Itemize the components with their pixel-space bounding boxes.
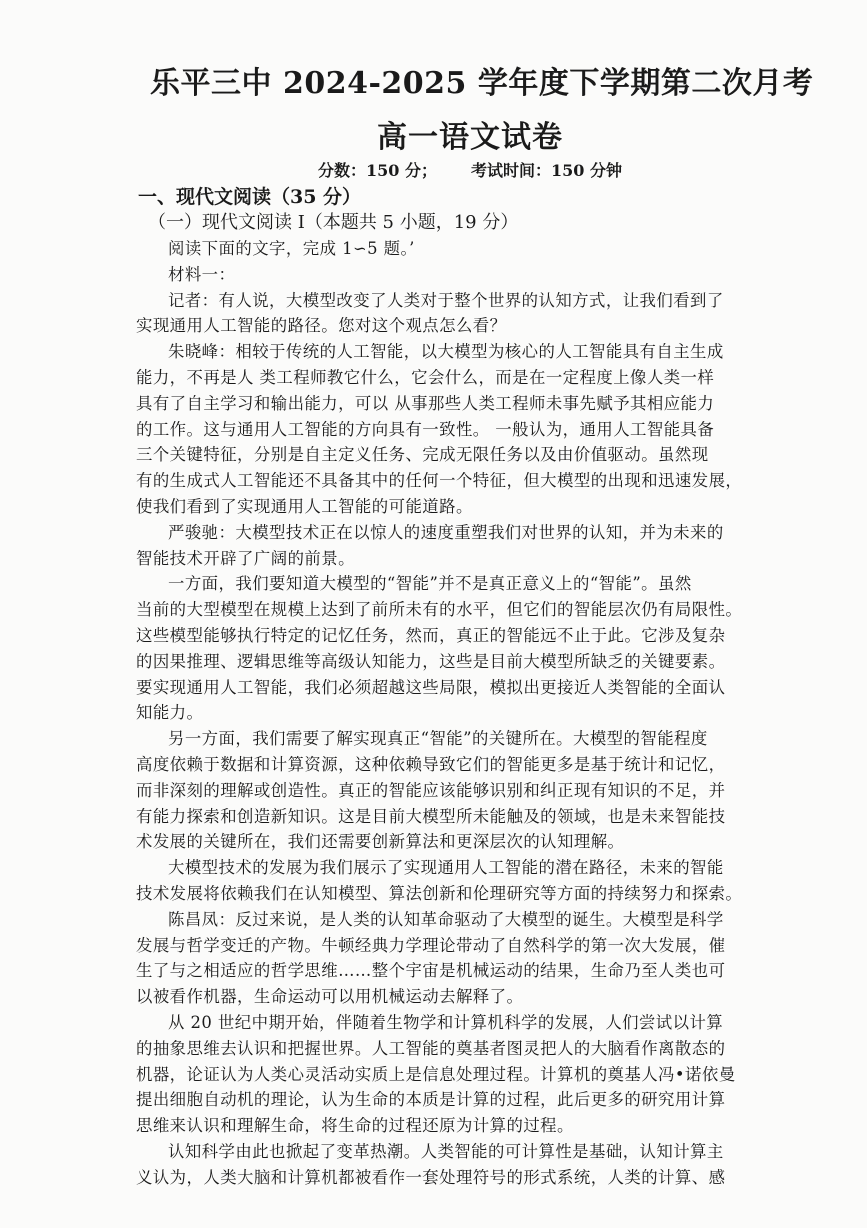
passage-line: 有的生成式人工智能还不具备其中的任何一个特征，但大模型的出现和迅速发展， — [136, 471, 743, 491]
passage-line: 记者：有人说，大模型改变了人类对于整个世界的认知方式，让我们看到了 — [168, 290, 724, 310]
passage-line: 能力，不再是人 类工程师教它什么，它会什么，而是在一定程度上像人类一样 — [136, 367, 715, 387]
passage-line: 生了与之相适应的哲学思维……整个宇宙是机械运动的结果，生命乃至人类也可 — [136, 961, 726, 981]
exam-score: 分数：150 分； — [318, 161, 437, 180]
passage-line: 阅读下面的文字，完成 1∽5 题。’ — [168, 239, 415, 258]
passage-line: 高度依赖于数据和计算资源，这种依赖导致它们的智能更多是基于统计和记忆， — [136, 754, 726, 774]
passage-line: 另一方面，我们需要了解实现真正“智能”的关键所在。大模型的智能程度 — [168, 729, 708, 749]
passage-line: 技术发展将依赖我们在认知模型、算法创新和伦理研究等方面的持续努力和探索。 — [136, 883, 743, 903]
passage-line: 的工作。这与通用人工智能的方向具有一致性。 一般认为，通用人工智能具备 — [136, 419, 715, 439]
passage-line: 陈昌凤：反过来说，是人类的认知革命驱动了大模型的诞生。大模型是科学 — [168, 909, 724, 929]
passage-line: 的抽象思维去认识和把握世界。人工智能的奠基者图灵把人的大脑看作离散态的 — [136, 1038, 726, 1058]
passage-line: 三个关键特征，分别是自主定义任务、完成无限任务以及由价值驱动。虽然现 — [136, 445, 709, 465]
section-heading: 一、现代文阅读（35 分） — [138, 186, 362, 208]
exam-subtitle: 高一语文试卷 — [377, 120, 563, 155]
passage-line: 具有了自主学习和输出能力，可以 从事那些人类工程师未事先赋予其相应能力 — [136, 393, 715, 413]
passage-line: 知能力。 — [136, 703, 204, 723]
passage-line: 发展与哲学变迁的产物。牛顿经典力学理论带动了自然科学的第一次大发展，催 — [136, 935, 726, 955]
passage-line: 机器，论证认为人类心灵活动实质上是信息处理过程。计算机的奠基人冯•诺依曼 — [136, 1064, 736, 1084]
exam-meta — [318, 158, 622, 181]
passage-line: 要实现通用人工智能，我们必须超越这些局限，模拟出更接近人类智能的全面认 — [136, 677, 726, 697]
passage-line: 使我们看到了实现通用人工智能的可能道路。 — [136, 496, 473, 516]
passage-line: 提出细胞自动机的理论，认为生命的本质是计算的过程，此后更多的研究用计算 — [136, 1090, 726, 1110]
passage-line: 朱晓峰：相较于传统的人工智能，以大模型为核心的人工智能具有自主生成 — [168, 342, 724, 362]
passage-line: 严骏驰：大模型技术正在以惊人的速度重塑我们对世界的认知，并为未来的 — [168, 522, 724, 542]
exam-time: 考试时间：150 分钟 — [470, 161, 622, 180]
passage-line: 一方面，我们要知道大模型的“智能”并不是真正意义上的“智能”。虽然 — [168, 574, 692, 594]
passage-line: 当前的大型模型在规模上达到了前所未有的水平，但它们的智能层次仍有局限性。 — [136, 600, 743, 620]
passage-line: 认知科学由此也掀起了变革热潮。人类智能的可计算性是基础，认知计算主 — [168, 1141, 724, 1161]
passage-line: 以被看作机器，生命运动可以用机械运动去解释了。 — [136, 987, 524, 1007]
passage-line: 义认为，人类大脑和计算机都被看作一套处理符号的形式系统，人类的计算、感 — [136, 1167, 726, 1187]
passage-line: 这些模型能够执行特定的记忆任务，然而，真正的智能远不止于此。它涉及复杂 — [136, 625, 726, 645]
passage-line: 的因果推理、逻辑思维等高级认知能力，这些是目前大模型所缺乏的关键要素。 — [136, 651, 726, 671]
exam-title: 乐平三中 2024-2025 学年度下学期第二次月考 — [150, 66, 814, 101]
passage-line: 实现通用人工智能的路径。您对这个观点怎么看？ — [136, 316, 507, 336]
passage-line: 智能技术开辟了广阔的前景。 — [136, 548, 355, 568]
passage-line: 从 20 世纪中期开始，伴随着生物学和计算机科学的发展，人们尝试以计算 — [168, 1012, 724, 1032]
passage-line: 而非深刻的理解或创造性。真正的智能应该能够识别和纠正现有知识的不足，并 — [136, 780, 726, 800]
passage-line: 大模型技术的发展为我们展示了实现通用人工智能的潜在路径，未来的智能 — [168, 858, 724, 878]
passage-line: 材料一： — [168, 264, 236, 284]
subsection-heading: （一）现代文阅读 I（本题共 5 小题，19 分） — [148, 212, 519, 233]
passage-line: 有能力探索和创造新知识。这是目前大模型所未能触及的领域，也是未来智能技 — [136, 806, 726, 826]
reading-passage — [136, 236, 796, 1190]
passage-line: 思维来认识和理解生命，将生命的过程还原为计算的过程。 — [136, 1116, 574, 1136]
passage-line: 术发展的关键所在，我们还需要创新算法和更深层次的认知理解。 — [136, 832, 625, 852]
